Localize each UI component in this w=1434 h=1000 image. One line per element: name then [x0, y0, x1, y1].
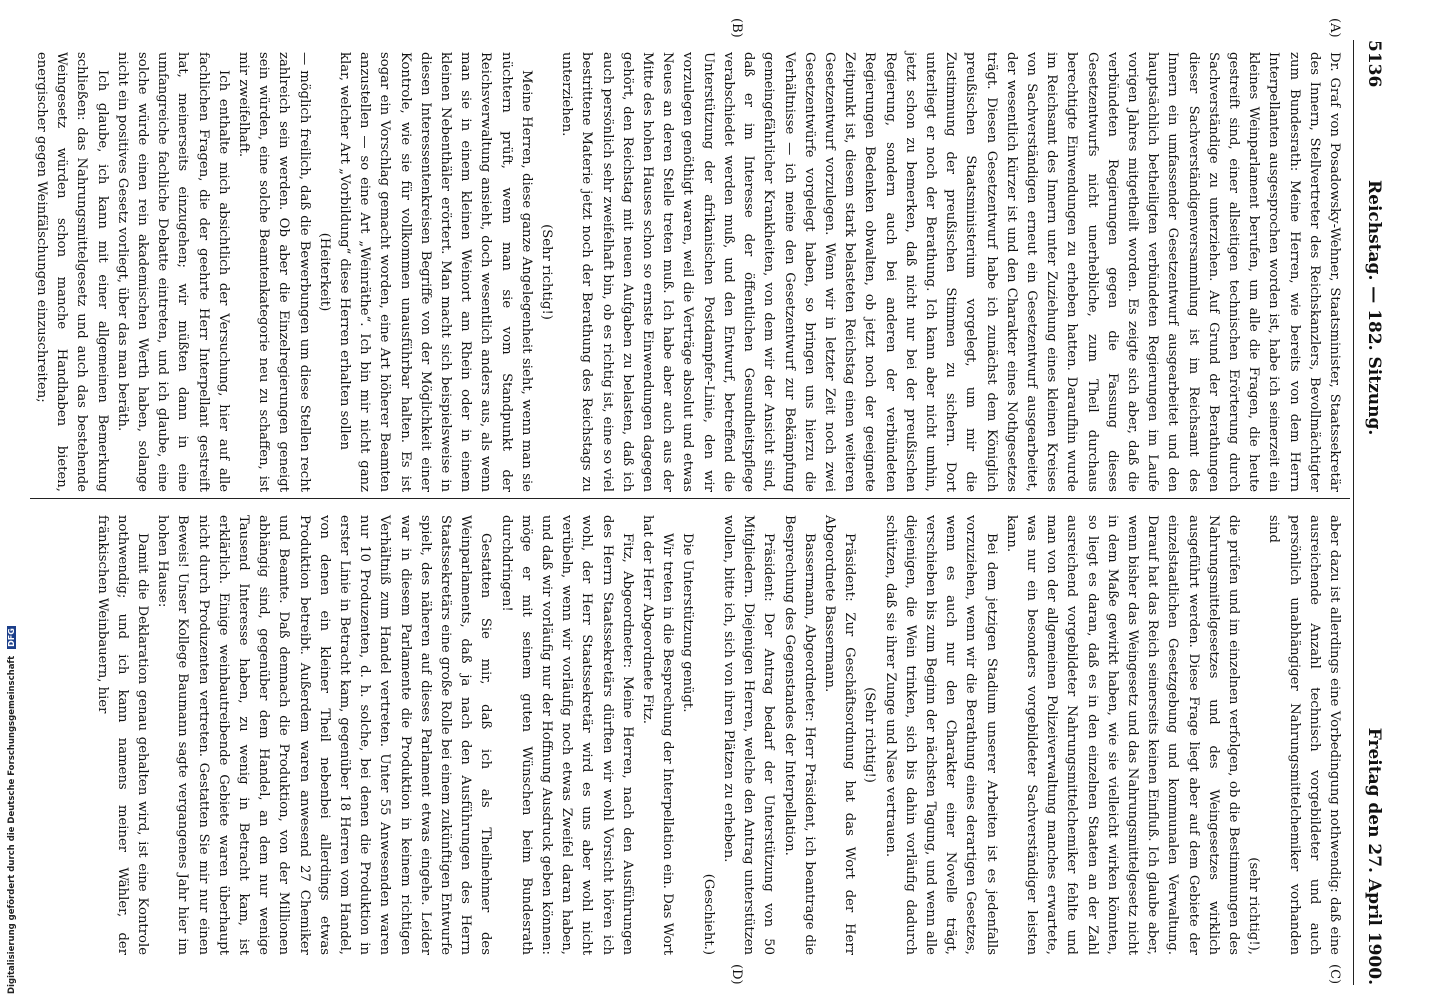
credit-label: Digitalisierung gefördert durch die Deutsche Forschungsgemeinschaft	[7, 655, 17, 994]
paragraph: Ich glaube, ich kann mit einer allgemeinen Bemerkung schließen: das Nahrungsmittelgesetz und auch das bestehende Weingesetz würden schon manche Handhaben bieten, energischer gegen Weinfälschungen einzuschreiten;	[34, 52, 110, 492]
session-title: Reichstag. — 182. Sitzung.	[1364, 180, 1384, 436]
interjection: (Sehr richtig!)	[862, 687, 878, 783]
interjection: (Geschieht.)	[700, 873, 716, 955]
speaker-paragraph: Bassermann, Abgeordneter: Herr Präsident, ich beantrage die Besprechung des Gegenstandes der Interpellation.	[781, 515, 817, 955]
paragraph: Meine Herren, diese ganze Angelegenheit sieht, wenn man sie nüchtern prüft, wenn man sie vom Standpunkt der Reichsverwaltung ansieht, doch wesentlich anders aus, als wenn man sie in einem kleinen Weinort am Rhein oder in einem kleinen Nebenthäler erörtert. Man macht sich beispielsweise in diesen Interessentenkreisen Begriffe von der Möglichkeit einer Kontrole, wie sie für vollkommen unausführbar halten. Es ist sogar ein Vorschlag gemacht worden, eine Art höherer Beamten anzustellen — so eine Art „Weinräthe“. Ich bin mir nicht ganz klar, welcher Art „Vorbildung“ diese Herren erhalten sollen	[337, 52, 534, 492]
interjection: (Sehr richtig!)	[539, 224, 555, 320]
speaker-paragraph: Präsident: Zur Geschäftsordnung hat das Wort der Herr Abgeordnete Bassermann.	[821, 515, 858, 955]
paragraph: Die Unterstützung genügt.	[680, 533, 696, 713]
right-column	[91, 515, 1344, 955]
interjection: (sehr richtig!),	[1246, 857, 1262, 955]
paragraph: die prüfen und im einzelnen verfolgen, ob die Bestimmungen des Nahrungsmittelgesetzes und des Weingesetzes wirklich ausgeführt werden. Diese Frage liegt aber auf dem Gebiete der einzelstaatlichen Gesetzgebung und kommunalen Verwaltung. Darauf hat das Reich seinerseits keinen Einfluß. Ich glaube aber, wenn bisher das Weingesetz und das Nahrungsmittelgesetz nicht in dem Maße gewirkt haben, wie sie vielleicht wirken könnten, so liegt es daran, daß es in den einzelnen Staaten an der Zahl ausreichend vorgebildeter Nahrungsmittelchemiker fehlte und man von der allgemeinen Polizeiverwaltung manches erwartete, was nur ein besonders vorgebildeter Sachverständiger leisten kann.	[1003, 515, 1241, 955]
header-rule	[1353, 40, 1354, 985]
paragraph: Ich enthalte mich absichtlich der Versuchung, hier auf alle fachlichen Fragen, die der geehrte Herr Interpellant gestreift hat, meinerseits einzugehen; wir müßten dann in eine umfangreiche fachliche Debatte eintreten, und ich glaube, eine solche würde einen rein akademischen Werth haben, solange nicht ein positives Gesetz vorliegt, über das man beräth.	[114, 52, 231, 492]
margin-marker-b: (B)	[729, 18, 744, 38]
dfg-logo: DFG	[7, 628, 16, 647]
quote-paragraph: Damit die Deklaration genau gehalten wird, ist eine Kontrole nothwendig; und ich kann namens meiner Wähler, der fränkischen Weinbauern, hier	[94, 515, 151, 955]
paragraph: Bei dem jetzigen Stadium unserer Arbeiten ist es jedenfalls vorzuziehen, wenn wir die Berathung eines derartigen Gesetzes, wenn es auch nur den Charakter einer Novelle trägt, verschieben bis zum Beginn der nächsten Tagung, und wenn alle diejenigen, die Wein trinken, sich bis dahin vorläufig dadurch schützen, daß sie ihrer Zunge und Nase vertrauen.	[882, 515, 999, 955]
left-column	[31, 52, 1344, 492]
paragraph: Dr. Graf von Posadowsky-Wehner, Staatsminister, Staatssekretär des Innern, Stellvertreter des Reichskanzlers, Bevollmächtigter zum Bundesrath: Meine Herren, wie bereits von dem Herrn Interpellanten ausgesprochen worden ist, habe ich seinerzeit ein kleines Weinparlament berufen, um alle die Fragen, die heute gestreift sind, einer allseitigen technischen Erörterung durch Sachverständige zu unterziehen. Auf Grund der Berathungen dieser Sachverständigenversammlung ist im Reichsamt des Innern ein umfassender Gesetzentwurf ausgearbeitet und den hauptsächlich betheiligten verbündeten Regierungen im Laufe vorigen Jahres mitgetheilt worden. Es zeigte sich aber, daß die verbündeten Regierungen gegen die Fassung dieses Gesetzentwurfs nicht unerhebliche, zum Theil durchaus berechtigte Einwendungen zu erheben hatten. Daraufhin wurde im Reichsamt des Innern unter Zuziehung eines kleinen Kreises von Sachverständigen erneut ein Gesetzentwurf ausgearbeitet, der wesentlich kürzer ist und den Charakter eines Nothgesetzes trägt. Diesen Gesetzentwurf habe ich zunächst dem Königlich preußischen Staatsministerium vorgelegt, um mir die Zustimmung der preußischen Stimmen zu sichern. Dort unterliegt er noch der Berathung. Ich kann aber nicht umhin, jetzt schon zu bemerken, daß nicht nur bei der preußischen Regierung, sondern auch bei anderen der verbündeten Regierungen Bedenken obwalten, ob jetzt noch der geeignete Zeitpunkt ist, diesem stark belasteten Reichstag einen weiteren Gesetzentwurf vorzulegen. Wenn wir in letzter Zeit noch zwei Gesetzentwürfe vorgelegt haben, so bringen uns hierzu die Verhältnisse — ich meine den Gesetzentwurf zur Bekämpfung gemeingefährlicher Krankheiten, von dem wir der Ansicht sind, daß er im Interesse der öffentlichen Gesundheitspflege verabschiedet werden muß, und den Entwurf, betreffend die Unterstützung der afrikanischen Postdampfer-Linie, den wir vorzulegen genöthigt waren, weil die Verträge absolut und etwas Neues an deren Stelle treten muß. Ich habe aber auch aus der Mitte des hohen Hauses schon so ernste Einwendungen dagegen gehört, den Reichstag mit neuen Aufgaben zu belasten, daß ich auch persönlich sehr zweifelhaft bin, ob es richtig ist, eine so viel bestrittene Materie jetzt noch der Berathung des Reichstags zu unterziehen.	[559, 52, 1342, 492]
page-number: 5136	[1364, 40, 1384, 88]
paragraph: Gestatten Sie mir, daß ich als Theilnehmer des Weinparlaments, daß ja nach den Ausführungen des Herrn Staatssekretärs eine große Rolle bei einem zukünftigen Entwurfe spielt, des näheren auf dieses Parlament etwas eingehe. Leider war in diesem Parlamente die Produktion in keinem richtigen Verhältniß zum Handel vertreten. Unter 55 Anwesenden waren nur 10 Produzenten, d. h. solche, bei denen die Produktion in erster Linie in Betracht kam, gegenüber 18 Herren vom Handel, von denen ein kleiner Theil nebenbei allerdings etwas Produktion betreibt. Außerdem waren anwesend 27 Chemiker und Beamte. Daß demnach die Produktion, von der Millionen abhängig sind, gegenüber dem Handel, an dem nur wenige Tausend Interesse haben, zu wenig in Betracht kam, ist erklärlich. Einige weinbautreibende Gebiete waren überhaupt nicht durch Produzenten vertreten. Gestatten Sie mir nur einen Beweis! Unser Kollege Baumann sagte vergangenes Jahr hier im hohen Hause:	[155, 515, 494, 955]
speaker-paragraph: Fitz, Abgeordneter: Meine Herren, nach den Ausführungen des Herrn Staatssekretärs dürften wir wohl Vorsicht hören ich wohl, der Herr Staatssekretär wird es uns aber wohl nicht verübeln, wenn wir vorläufig noch etwas Zweifel daran haben, und daß wir vorläufig nur der Hoffnung Ausdruck geben können: möge er mit seinem guten Wünschen beim Bundesrath durchdringen!	[498, 515, 635, 955]
page-header	[1354, 40, 1384, 985]
margin-marker-c: (C)	[1327, 964, 1342, 985]
speaker-paragraph: Präsident: Der Antrag bedarf der Unterstützung von 50 Mitgliedern. Diejenigen Herren, welche den Antrag unterstützen wollen, bitte ich, sich von ihren Plätzen zu erheben.	[720, 515, 777, 955]
margin-marker-d: (D)	[729, 964, 744, 985]
column-divider	[30, 498, 1350, 499]
session-date: Freitag den 27. April 1900.	[1364, 727, 1384, 985]
margin-marker-a: (A)	[1327, 18, 1342, 38]
paragraph: — möglich freilich, daß die Bewerbungen um diese Stellen recht zahlreich sein werden. Ob aber die Einzelregierungen geneigt sein würden, eine solche Beamtenkategorie neu zu schaffen, ist mir zweifelhaft.	[236, 52, 312, 492]
paragraph: aber dazu ist allerdings eine Vorbedingung nothwendig: daß eine ausreichende Anzahl technisch vorgebildeter und auch persönlich unabhängiger Nahrungsmittelchemiker vorhanden sind	[1266, 515, 1342, 955]
paragraph: Wir treten in die Besprechung der Interpellation ein. Das Wort hat der Herr Abgeordnete Fitz.	[640, 515, 676, 955]
interjection: (Heiterkeit)	[316, 232, 332, 312]
